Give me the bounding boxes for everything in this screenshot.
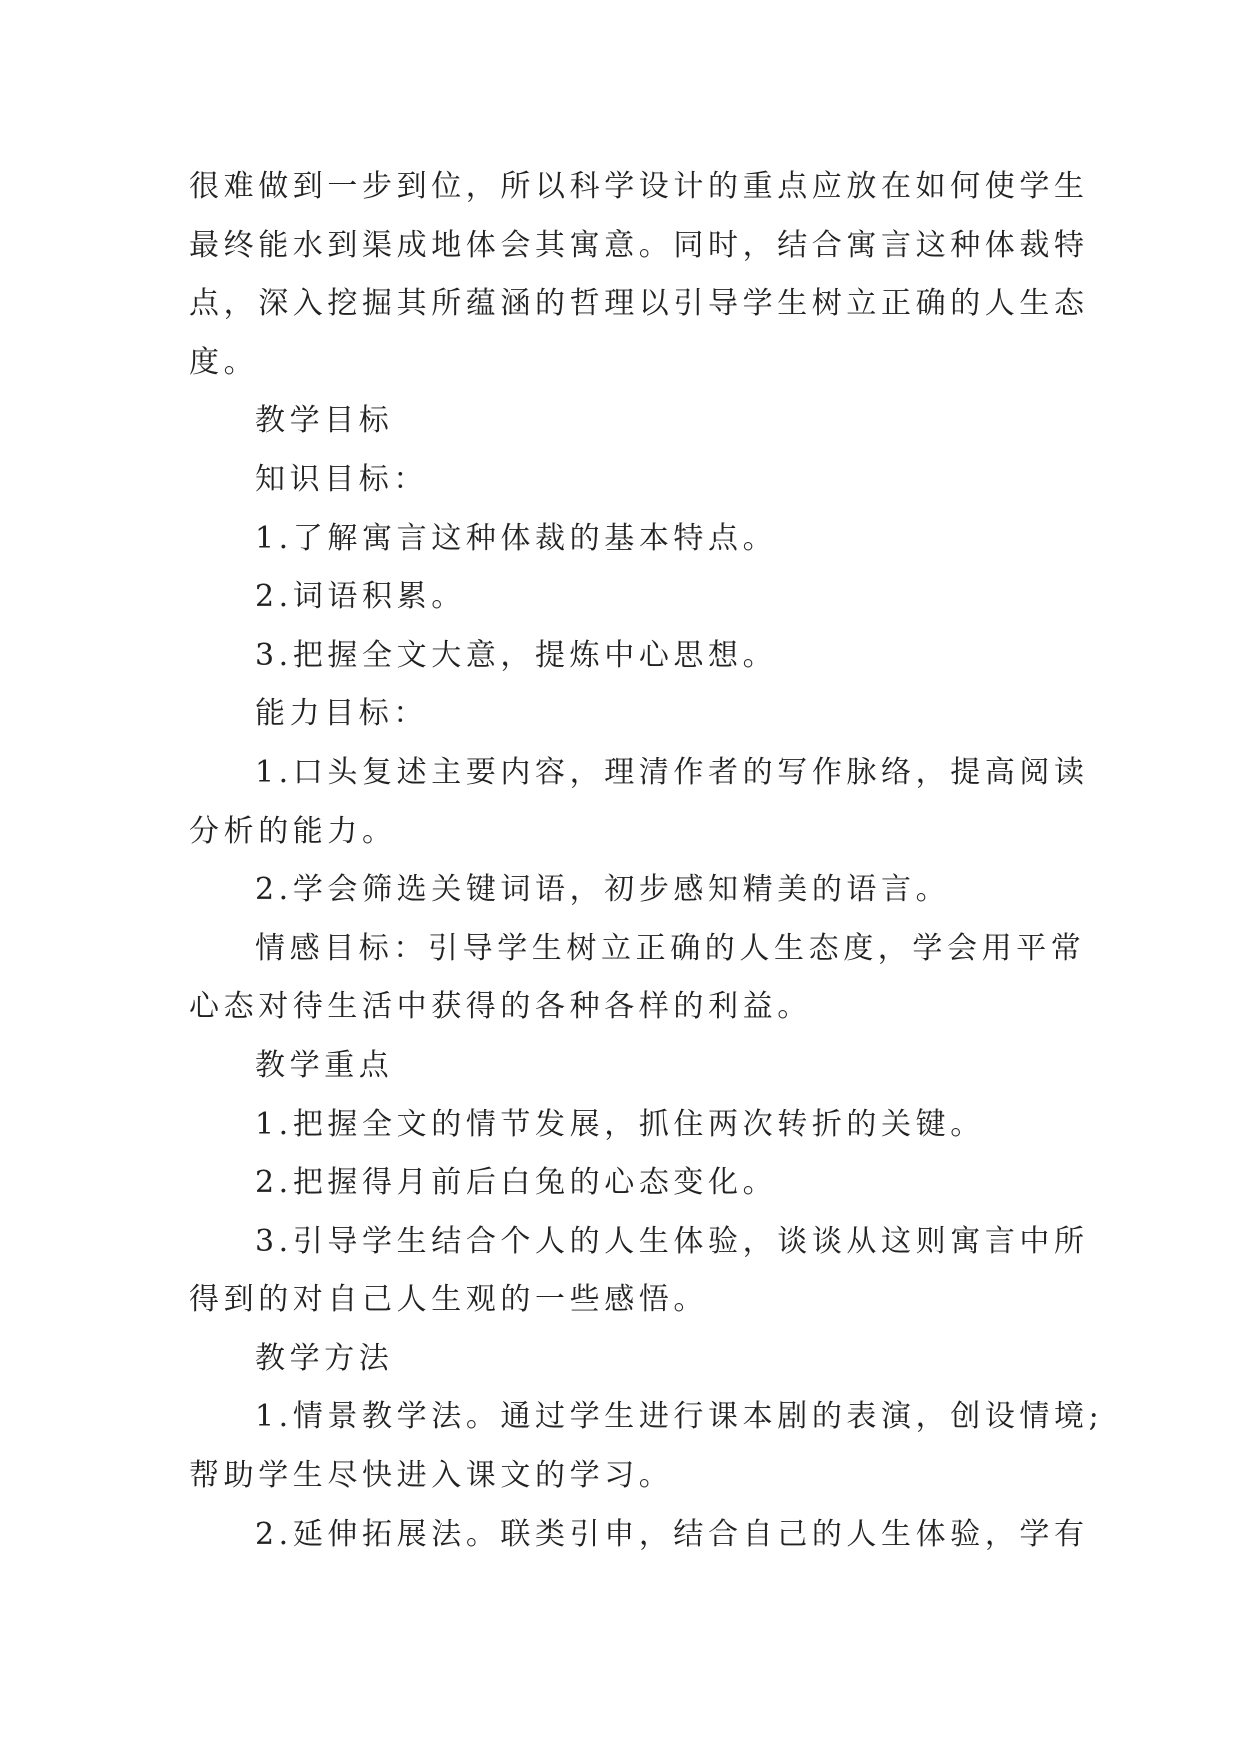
list-item: 1.情景教学法。通过学生进行课本剧的表演，创设情境; <box>255 1399 1104 1435</box>
list-item: 2.词语积累。 <box>255 579 466 615</box>
text-line: 点，深入挖掘其所蕴涵的哲理以引导学生树立正确的人生态 <box>189 286 1089 322</box>
text-line: 心态对待生活中获得的各种各样的利益。 <box>189 989 812 1025</box>
text-line: 度。 <box>189 344 259 380</box>
list-item: 3.引导学生结合个人的人生体验，谈谈从这则寓言中所 <box>255 1223 1089 1259</box>
list-item: 1.把握全文的情节发展，抓住两次转折的关键。 <box>255 1106 985 1142</box>
text-line: 得到的对自己人生观的一些感悟。 <box>189 1282 708 1318</box>
list-item: 1.口头复述主要内容，理清作者的写作脉络，提高阅读 <box>255 754 1089 790</box>
paragraph-start: 情感目标：引导学生树立正确的人生态度，学会用平常 <box>255 930 1086 966</box>
list-item: 2.学会筛选关键词语，初步感知精美的语言。 <box>255 872 951 908</box>
list-item: 2.把握得月前后白兔的心态变化。 <box>255 1165 778 1201</box>
subsection-heading: 能力目标： <box>255 696 428 732</box>
list-item: 2.延伸拓展法。联类引申，结合自己的人生体验，学有 <box>255 1516 1089 1552</box>
text-line: 最终能水到渠成地体会其寓意。同时，结合寓言这种体裁特 <box>189 227 1089 263</box>
text-line: 帮助学生尽快进入课文的学习。 <box>189 1458 674 1494</box>
list-item: 3.把握全文大意，提炼中心思想。 <box>255 637 778 673</box>
text-line: 分析的能力。 <box>189 813 397 849</box>
list-item: 1.了解寓言这种体裁的基本特点。 <box>255 520 778 556</box>
subsection-heading: 知识目标： <box>255 461 428 497</box>
section-heading: 教学重点 <box>255 1047 394 1083</box>
text-line: 很难做到一步到位，所以科学设计的重点应放在如何使学生 <box>189 169 1089 204</box>
section-heading: 教学方法 <box>255 1340 394 1376</box>
section-heading: 教学目标 <box>255 403 394 439</box>
document-body <box>189 158 1104 1564</box>
